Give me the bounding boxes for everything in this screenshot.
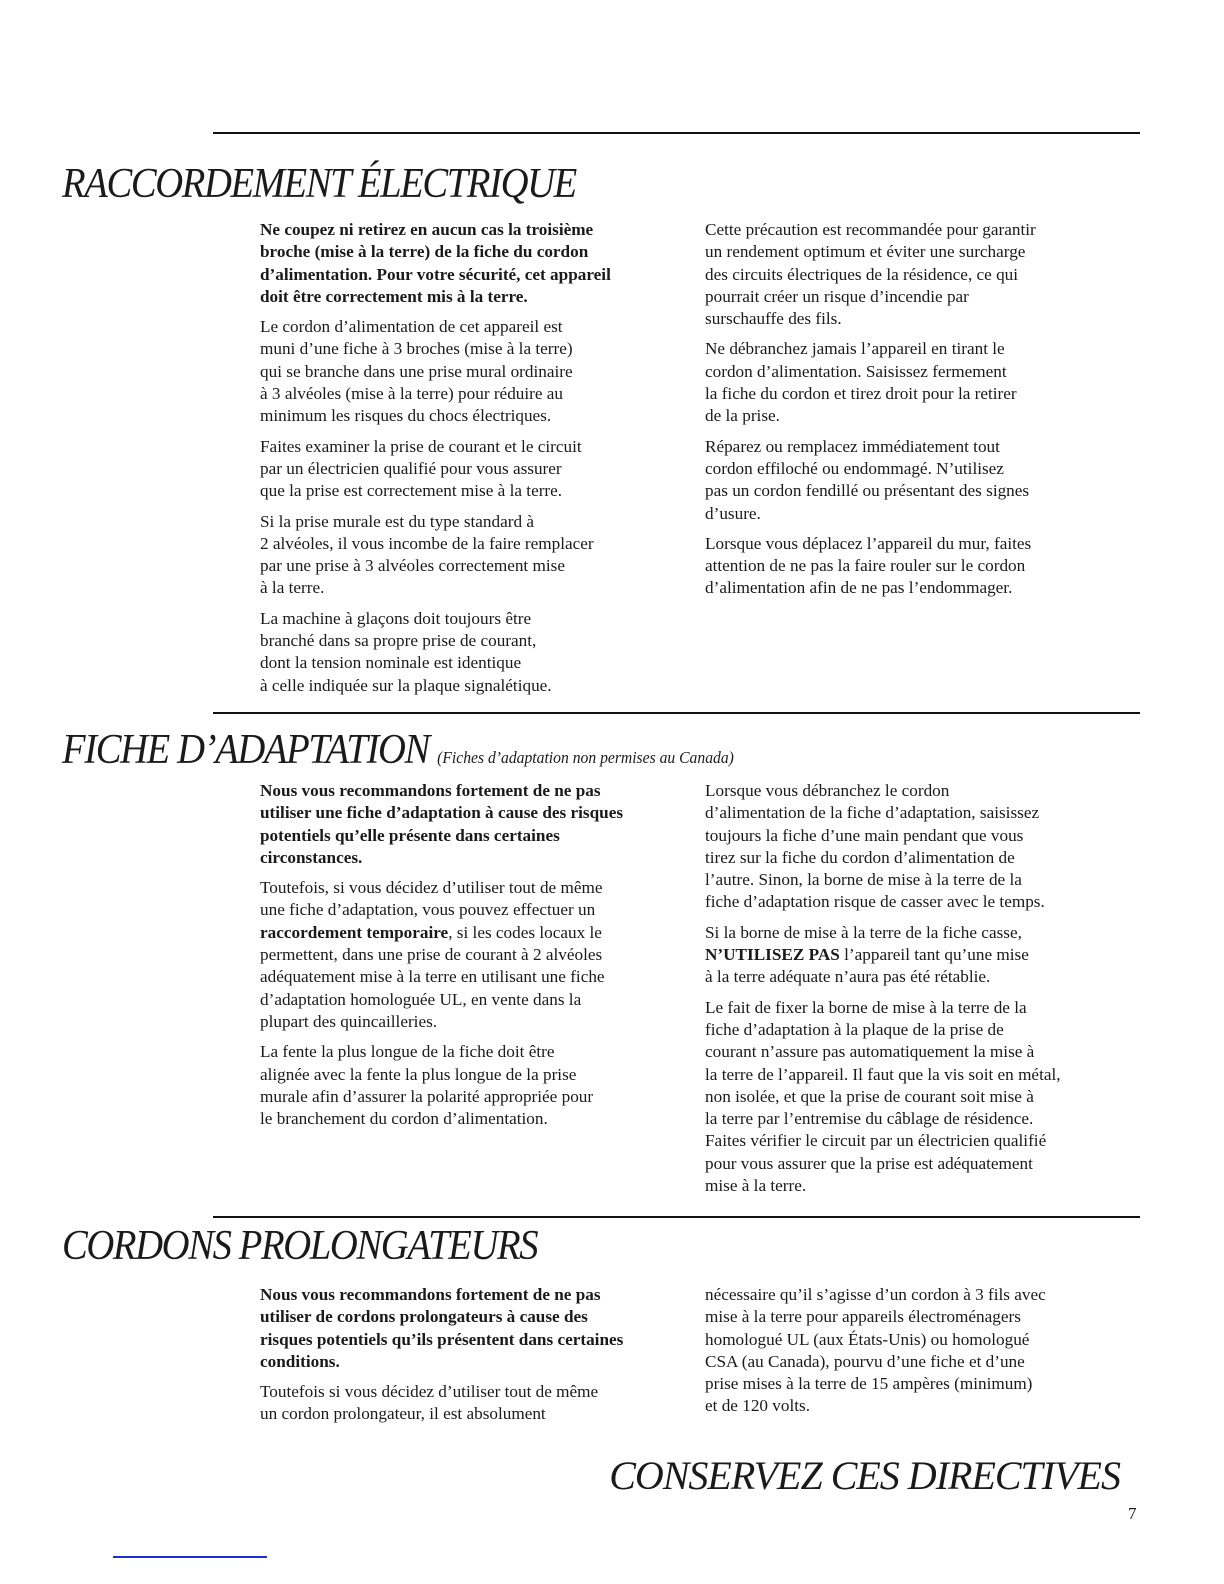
- warning-paragraph: Ne coupez ni retirez en aucun cas la troisième broche (mise à la terre) de la fiche du cordon d’alimentation. Pour votre sécurité, cet appareil doit être correctement mis à la terre.: [260, 220, 611, 306]
- emphasis: raccordement temporaire: [260, 922, 449, 942]
- extension-left-column: [260, 1284, 700, 1434]
- adapter-left-column: [260, 780, 700, 1138]
- paragraph: [705, 922, 1145, 989]
- title-text: FICHE D’ADAPTATION: [62, 727, 429, 773]
- section-divider: [213, 712, 1140, 714]
- paragraph: Ne débranchez jamais l’appareil en tirant le cordon d’alimentation. Saisissez fermement la fiche du cordon et tirez droit pour la retirer de la prise.: [705, 339, 1017, 426]
- section-title-electrical-connection: RACCORDEMENT ÉLECTRIQUE: [62, 161, 576, 207]
- section-divider: [213, 1216, 1140, 1218]
- section-title-adapter-plug: [62, 726, 734, 774]
- paragraph: nécessaire qu’il s’agisse d’un cordon à 3 fils avec mise à la terre pour appareils électroménagers homologué UL (aux États-Unis) ou homologué CSA (au Canada), pourvu d’une fiche et d’une prise mises à la terre de 15 ampères (minimum) et de 120 volts.: [705, 1285, 1046, 1416]
- paragraph: Si la prise murale est du type standard à 2 alvéoles, il vous incombe de la faire remplacer par une prise à 3 alvéoles correctement mise à la terre.: [260, 511, 594, 598]
- section-divider: [213, 132, 1140, 134]
- electrical-right-column: [705, 219, 1145, 608]
- paragraph: Lorsque vous déplacez l’appareil du mur, faites attention de ne pas la faire rouler sur le cordon d’alimentation afin de ne pas l’endommager.: [705, 533, 1032, 598]
- section-title-extension-cords: CORDONS PROLONGATEURS: [62, 1223, 538, 1269]
- text: , si les codes locaux le permettent, dans une prise de courant à 2 alvéoles adéquatement mise à la terre en utilisant une fiche d’adaptation homologuée UL, en vente dans la plupart des quincailleries.: [260, 922, 605, 1031]
- page-number: 7: [1128, 1504, 1137, 1523]
- extension-right-column: [705, 1284, 1145, 1426]
- paragraph: La fente la plus longue de la fiche doit être alignée avec la fente la plus longue de la prise murale afin d’assurer la polarité appropriée pour le branchement du cordon d’alimentation.: [260, 1042, 594, 1129]
- paragraph: [260, 877, 700, 1033]
- paragraph: Faites examiner la prise de courant et le circuit par un électricien qualifié pour vous assurer que la prise est correctement mise à la terre.: [260, 436, 582, 501]
- text: Si la borne de mise à la terre de la fiche casse,: [705, 922, 1022, 942]
- paragraph: Le cordon d’alimentation de cet appareil est muni d’une fiche à 3 broches (mise à la terre) qui se branche dans une prise mural ordinaire à 3 alvéoles (mise à la terre) pour réduire au minimum les risques du chocs électriques.: [260, 317, 573, 426]
- warning-paragraph: Nous vous recommandons fortement de ne pas utiliser une fiche d’adaptation à cause des risques potentiels qu’elle présente dans certaines circonstances.: [260, 781, 624, 867]
- paragraph: Le fait de fixer la borne de mise à la terre de la fiche d’adaptation à la plaque de la prise de courant n’assure pas automatiquement la mise à la terre de l’appareil. Il faut que la vis soit en métal, non isolée, et que la prise de courant soit mise à la terre par l’entremise du câblage de résidence. Faites vérifier le circuit par un électricien qualifié pour vous assurer que la prise est adéquatement mise à la terre.: [705, 997, 1061, 1196]
- save-instructions-heading: CONSERVEZ CES DIRECTIVES: [609, 1453, 1120, 1498]
- warning-paragraph: Nous vous recommandons fortement de ne pas utiliser de cordons prolongateurs à cause des risques potentiels qu’ils présentent dans certaines conditions.: [260, 1285, 624, 1371]
- adapter-right-column: [705, 780, 1145, 1205]
- section-subtitle: (Fiches d’adaptation non permises au Canada): [437, 748, 734, 767]
- paragraph: La machine à glaçons doit toujours être branché dans sa propre prise de courant, dont la tension nominale est identique à celle indiquée sur la plaque signalétique.: [260, 608, 552, 695]
- text: Toutefois, si vous décidez d’utiliser tout de même une fiche d’adaptation, vous pouvez effectuer un: [260, 878, 603, 920]
- emphasis: N’UTILISEZ PAS: [705, 945, 840, 965]
- footer-link-underline: [113, 1556, 267, 1558]
- paragraph: Réparez ou remplacez immédiatement tout cordon effiloché ou endommagé. N’utilisez pas un cordon fendillé ou présentant des signes d’usure.: [705, 436, 1030, 523]
- paragraph: Cette précaution est recommandée pour garantir un rendement optimum et éviter une surcharge des circuits électriques de la résidence, ce qui pourrait créer un risque d’incendie par surschauffe des fils.: [705, 220, 1036, 329]
- electrical-left-column: [260, 219, 700, 705]
- paragraph: Toutefois si vous décidez d’utiliser tout de même un cordon prolongateur, il est absolument: [260, 1382, 599, 1424]
- text: l’appareil tant qu’une mise à la terre adéquate n’aura pas été rétablie.: [705, 945, 1029, 987]
- paragraph: Lorsque vous débranchez le cordon d’alimentation de la fiche d’adaptation, saisissez toujours la fiche d’une main pendant que vous tirez sur la fiche du cordon d’alimentation de l’autre. Sinon, la borne de mise à la terre de la fiche d’adaptation risque de casser avec le temps.: [705, 781, 1045, 912]
